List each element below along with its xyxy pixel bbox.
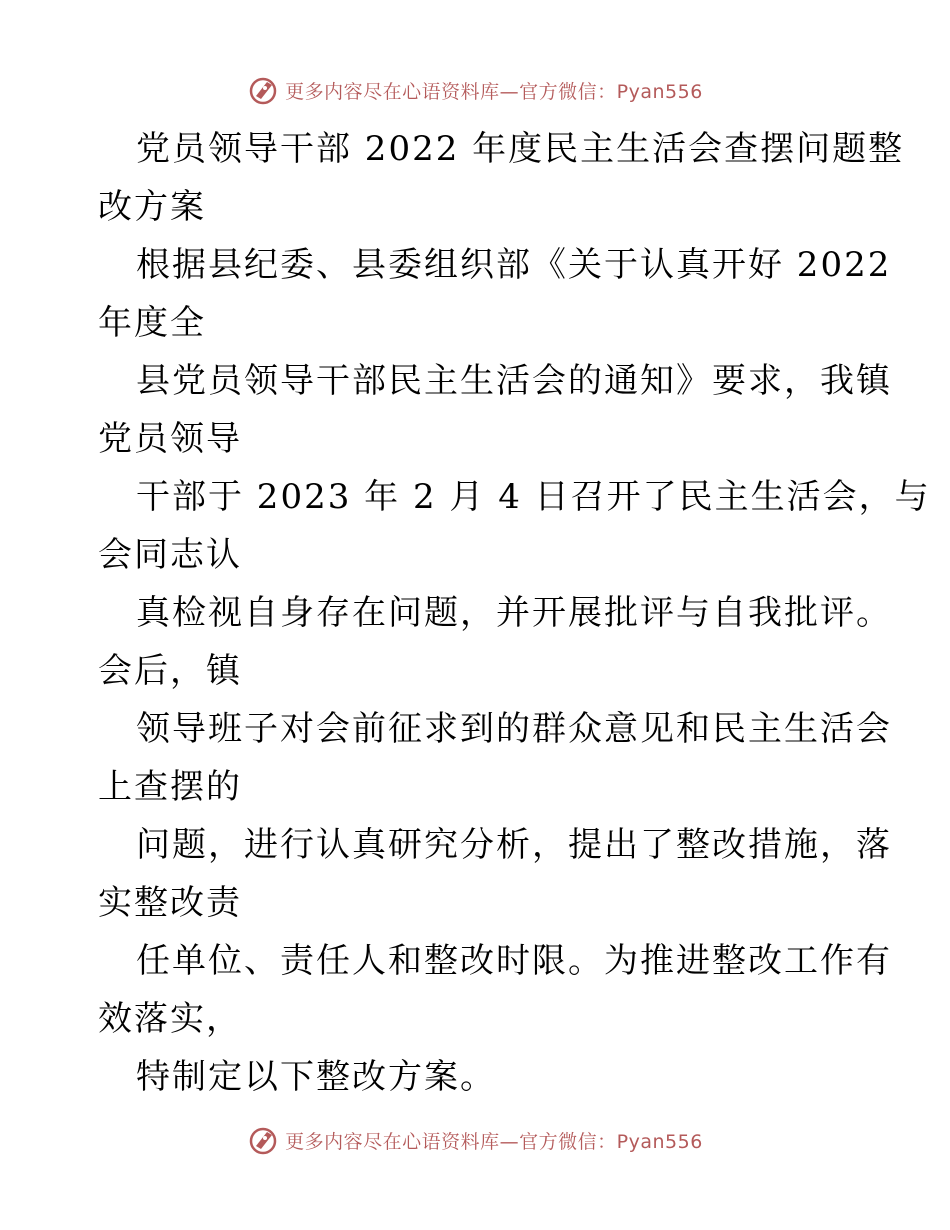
- paragraph-line: 特制定以下整改方案。: [136, 1057, 496, 1097]
- paragraph-line: 真检视自身存在问题，并开展批评与自我批评。: [136, 593, 892, 633]
- paragraph-line: 干部于 2023 年 2 月 4 日召开了民主生活会，与: [136, 477, 931, 517]
- paragraph-line: 会后，镇: [98, 651, 242, 691]
- paragraph-line: 县党员领导干部民主生活会的通知》要求，我镇: [136, 361, 892, 401]
- watermark-banner-bottom: [0, 1120, 950, 1160]
- paragraph-line: 领导班子对会前征求到的群众意见和民主生活会: [136, 709, 892, 749]
- paragraph-line: 实整改责: [98, 883, 242, 923]
- pen-nib-seal-icon: [247, 1124, 279, 1156]
- paragraph-line: 问题，进行认真研究分析，提出了整改措施，落: [136, 825, 892, 865]
- document-body: [98, 120, 931, 1106]
- pen-nib-seal-icon: [247, 74, 279, 106]
- paragraph-line: 任单位、责任人和整改时限。为推进整改工作有: [136, 941, 892, 981]
- paragraph-line: 会同志认: [98, 535, 242, 575]
- paragraph-line: 根据县纪委、县委组织部《关于认真开好 2022: [136, 245, 892, 285]
- paragraph-line: 年度全: [98, 303, 206, 343]
- watermark-banner-top: [0, 70, 950, 110]
- paragraph-line: 效落实，: [98, 999, 242, 1039]
- paragraph-line: 上查摆的: [98, 767, 242, 807]
- watermark-text: 更多内容尽在心语资料库—官方微信：Pyan556: [285, 80, 703, 103]
- paragraph-line: 党员领导: [98, 419, 242, 459]
- watermark-text: 更多内容尽在心语资料库—官方微信：Pyan556: [285, 1130, 703, 1153]
- title-line-2: 改方案: [98, 187, 206, 227]
- title-line-1: 党员领导干部 2022 年度民主生活会查摆问题整: [136, 129, 905, 169]
